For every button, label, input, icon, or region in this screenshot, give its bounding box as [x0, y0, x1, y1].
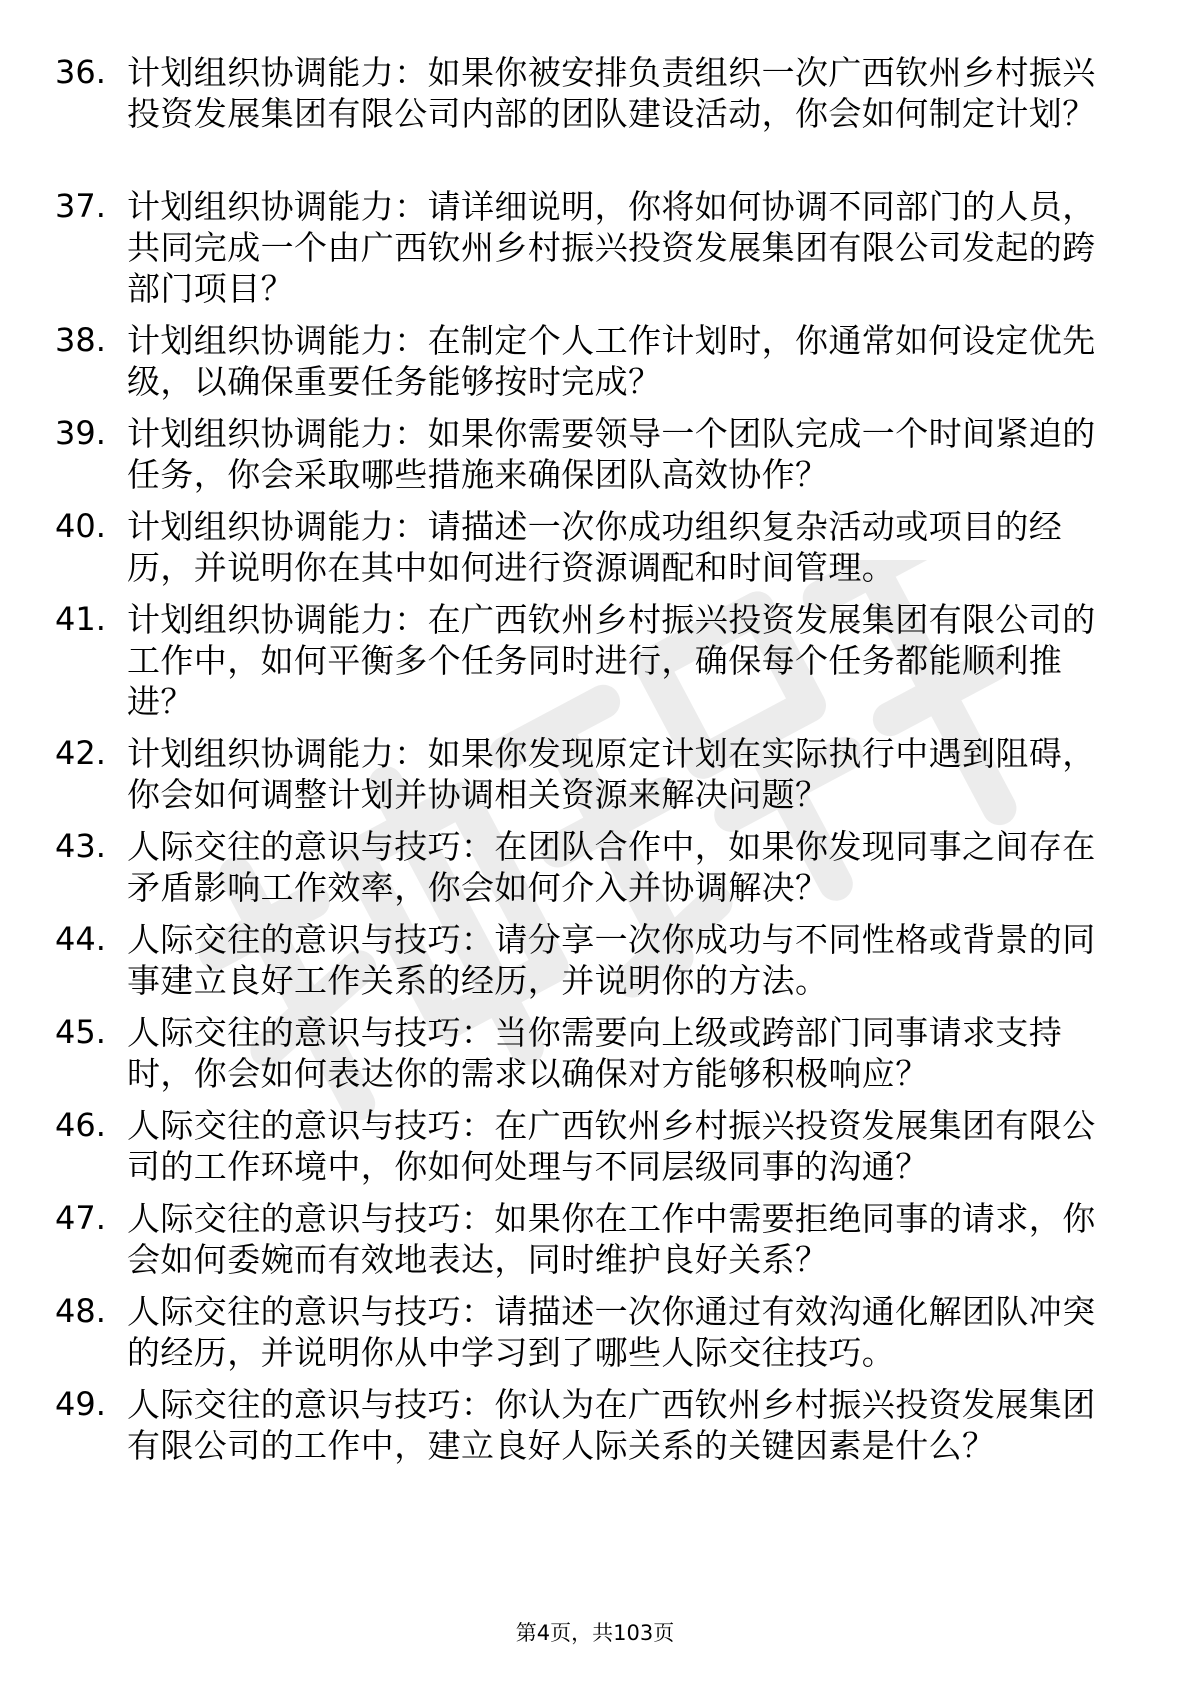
- question-number: 47.: [55, 1199, 106, 1237]
- page-number: 第4页，共103页: [515, 1621, 675, 1645]
- question-text: 计划组织协调能力：请详细说明，你将如何协调不同部门的人员，共同完成一个由广西钦州乡村振兴投资发展集团有限公司发起的跨部门项目？: [127, 187, 1096, 308]
- question-text: 人际交往的意识与技巧：在广西钦州乡村振兴投资发展集团有限公司的工作环境中，你如何处理与不同层级同事的沟通？: [127, 1106, 1096, 1186]
- question-text: 人际交往的意识与技巧：你认为在广西钦州乡村振兴投资发展集团有限公司的工作中，建立良好人际关系的关键因素是什么？: [127, 1385, 1096, 1465]
- question-number: 40.: [55, 507, 106, 545]
- question-text: 计划组织协调能力：如果你被安排负责组织一次广西钦州乡村振兴投资发展集团有限公司内部的团队建设活动，你会如何制定计划？: [127, 53, 1096, 133]
- question-number: 43.: [55, 827, 106, 865]
- question-number: 49.: [55, 1385, 106, 1423]
- question-number: 48.: [55, 1292, 106, 1330]
- question-number: 36.: [55, 53, 106, 91]
- question-number: 39.: [55, 414, 106, 452]
- question-number: 37.: [55, 187, 106, 225]
- question-text: 计划组织协调能力：如果你发现原定计划在实际执行中遇到阻碍，你会如何调整计划并协调相关资源来解决问题？: [127, 734, 1096, 814]
- question-text: 人际交往的意识与技巧：在团队合作中，如果你发现同事之间存在矛盾影响工作效率，你会如何介入并协调解决？: [127, 827, 1096, 907]
- question-number: 41.: [55, 600, 106, 638]
- question-text: 人际交往的意识与技巧：请分享一次你成功与不同性格或背景的同事建立良好工作关系的经历，并说明你的方法。: [127, 920, 1096, 1000]
- question-number: 46.: [55, 1106, 106, 1144]
- question-number: 44.: [55, 920, 106, 958]
- question-number: 38.: [55, 321, 106, 359]
- question-number: 45.: [55, 1013, 106, 1051]
- question-text: 计划组织协调能力：在广西钦州乡村振兴投资发展集团有限公司的工作中，如何平衡多个任务同时进行，确保每个任务都能顺利推进？: [127, 600, 1096, 721]
- question-number: 42.: [55, 734, 106, 772]
- question-text: 人际交往的意识与技巧：当你需要向上级或跨部门同事请求支持时，你会如何表达你的需求以确保对方能够积极响应？: [127, 1013, 1063, 1093]
- question-text: 计划组织协调能力：在制定个人工作计划时，你通常如何设定优先级，以确保重要任务能够按时完成？: [127, 321, 1096, 401]
- question-text: 人际交往的意识与技巧：如果你在工作中需要拒绝同事的请求，你会如何委婉而有效地表达，同时维护良好关系？: [127, 1199, 1096, 1279]
- question-text: 人际交往的意识与技巧：请描述一次你通过有效沟通化解团队冲突的经历，并说明你从中学习到了哪些人际交往技巧。: [127, 1292, 1096, 1372]
- question-text: 计划组织协调能力：请描述一次你成功组织复杂活动或项目的经历，并说明你在其中如何进行资源调配和时间管理。: [127, 507, 1063, 587]
- question-text: 计划组织协调能力：如果你需要领导一个团队完成一个时间紧迫的任务，你会采取哪些措施来确保团队高效协作？: [127, 414, 1096, 494]
